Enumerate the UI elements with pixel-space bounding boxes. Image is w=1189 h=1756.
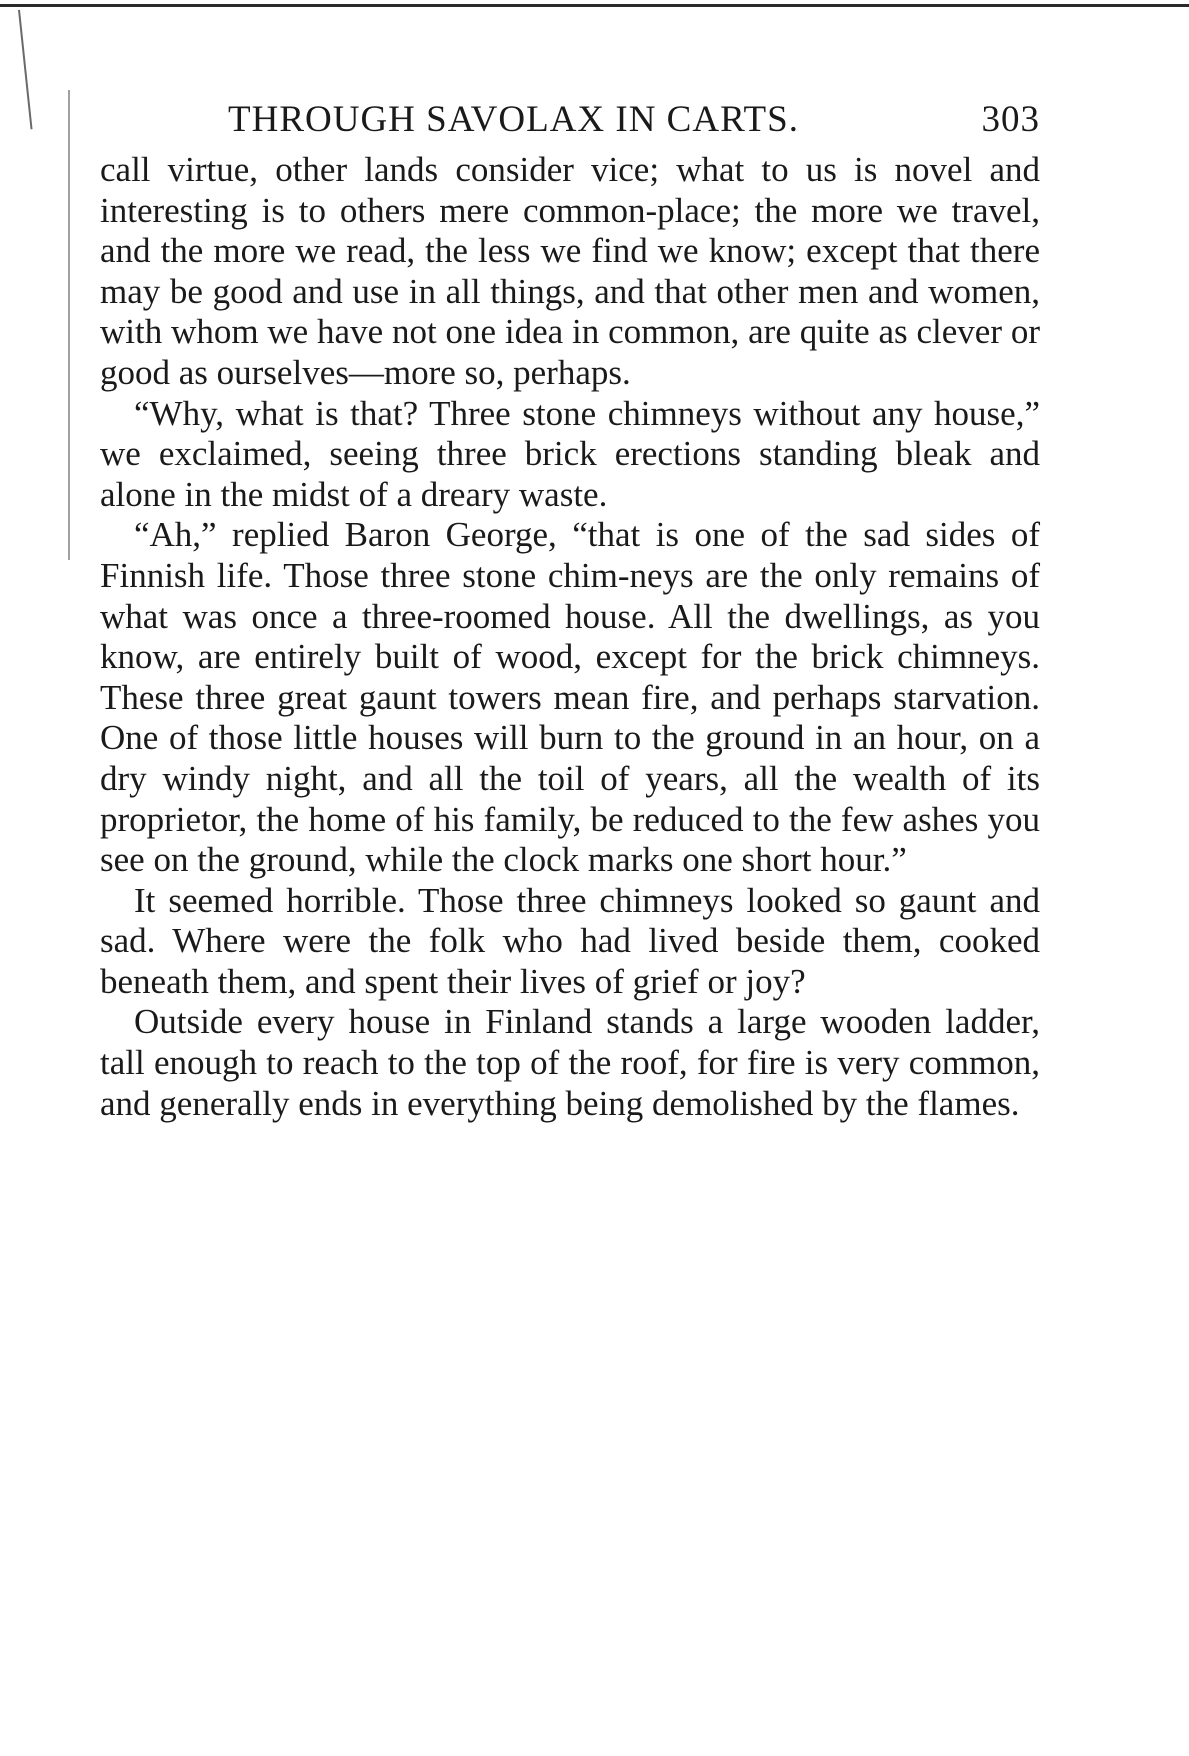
body-text xyxy=(100,150,1040,1124)
paragraph-chimneys-question: “Why, what is that? Three stone chimneys without any house,” we exclaimed, seeing three brick erections standing bleak and alone in the midst of a dreary waste. xyxy=(100,393,1040,514)
top-rule xyxy=(0,4,1189,7)
running-head-title: THROUGH SAVOLAX IN CARTS. xyxy=(228,99,799,140)
page-number: 303 xyxy=(981,99,1040,140)
margin-line xyxy=(68,90,70,560)
paragraph-continuation: call virtue, other lands consider vice; what to us is novel and interesting is to others mere common-place; the more we travel, and the more we read, the less we find we know; except that there may be good and use in all things, and that other men and women, with whom we have not one idea in common, are quite as clever or good as ourselves—more so, perhaps. xyxy=(100,150,1040,392)
paragraph-baron-george-reply: “Ah,” replied Baron George, “that is one of the sad sides of Finnish life. Those three stone chim-neys are the only remains of what was once a three-roomed house. All the dwellings, as you know, are entirely built of wood, except for the brick chimneys. These three great gaunt towers mean fire, and perhaps starvation. One of those little houses will burn to the ground in an hour, on a dry windy night, and all the toil of years, all the wealth of its proprietor, the home of his family, be reduced to the few ashes you see on the ground, while the clock marks one short hour.” xyxy=(100,515,1040,880)
running-head xyxy=(100,88,1040,150)
paragraph-horrible: It seemed horrible. Those three chimneys looked so gaunt and sad. Where were the folk who had lived beside them, cooked beneath them, and spent their lives of grief or joy? xyxy=(100,880,1040,1001)
page-edge-line xyxy=(18,10,33,130)
book-page xyxy=(100,88,1040,1124)
paragraph-ladder: Outside every house in Finland stands a large wooden ladder, tall enough to reach to the top of the roof, for fire is very common, and generally ends in everything being demolished by the flames. xyxy=(100,1002,1040,1123)
